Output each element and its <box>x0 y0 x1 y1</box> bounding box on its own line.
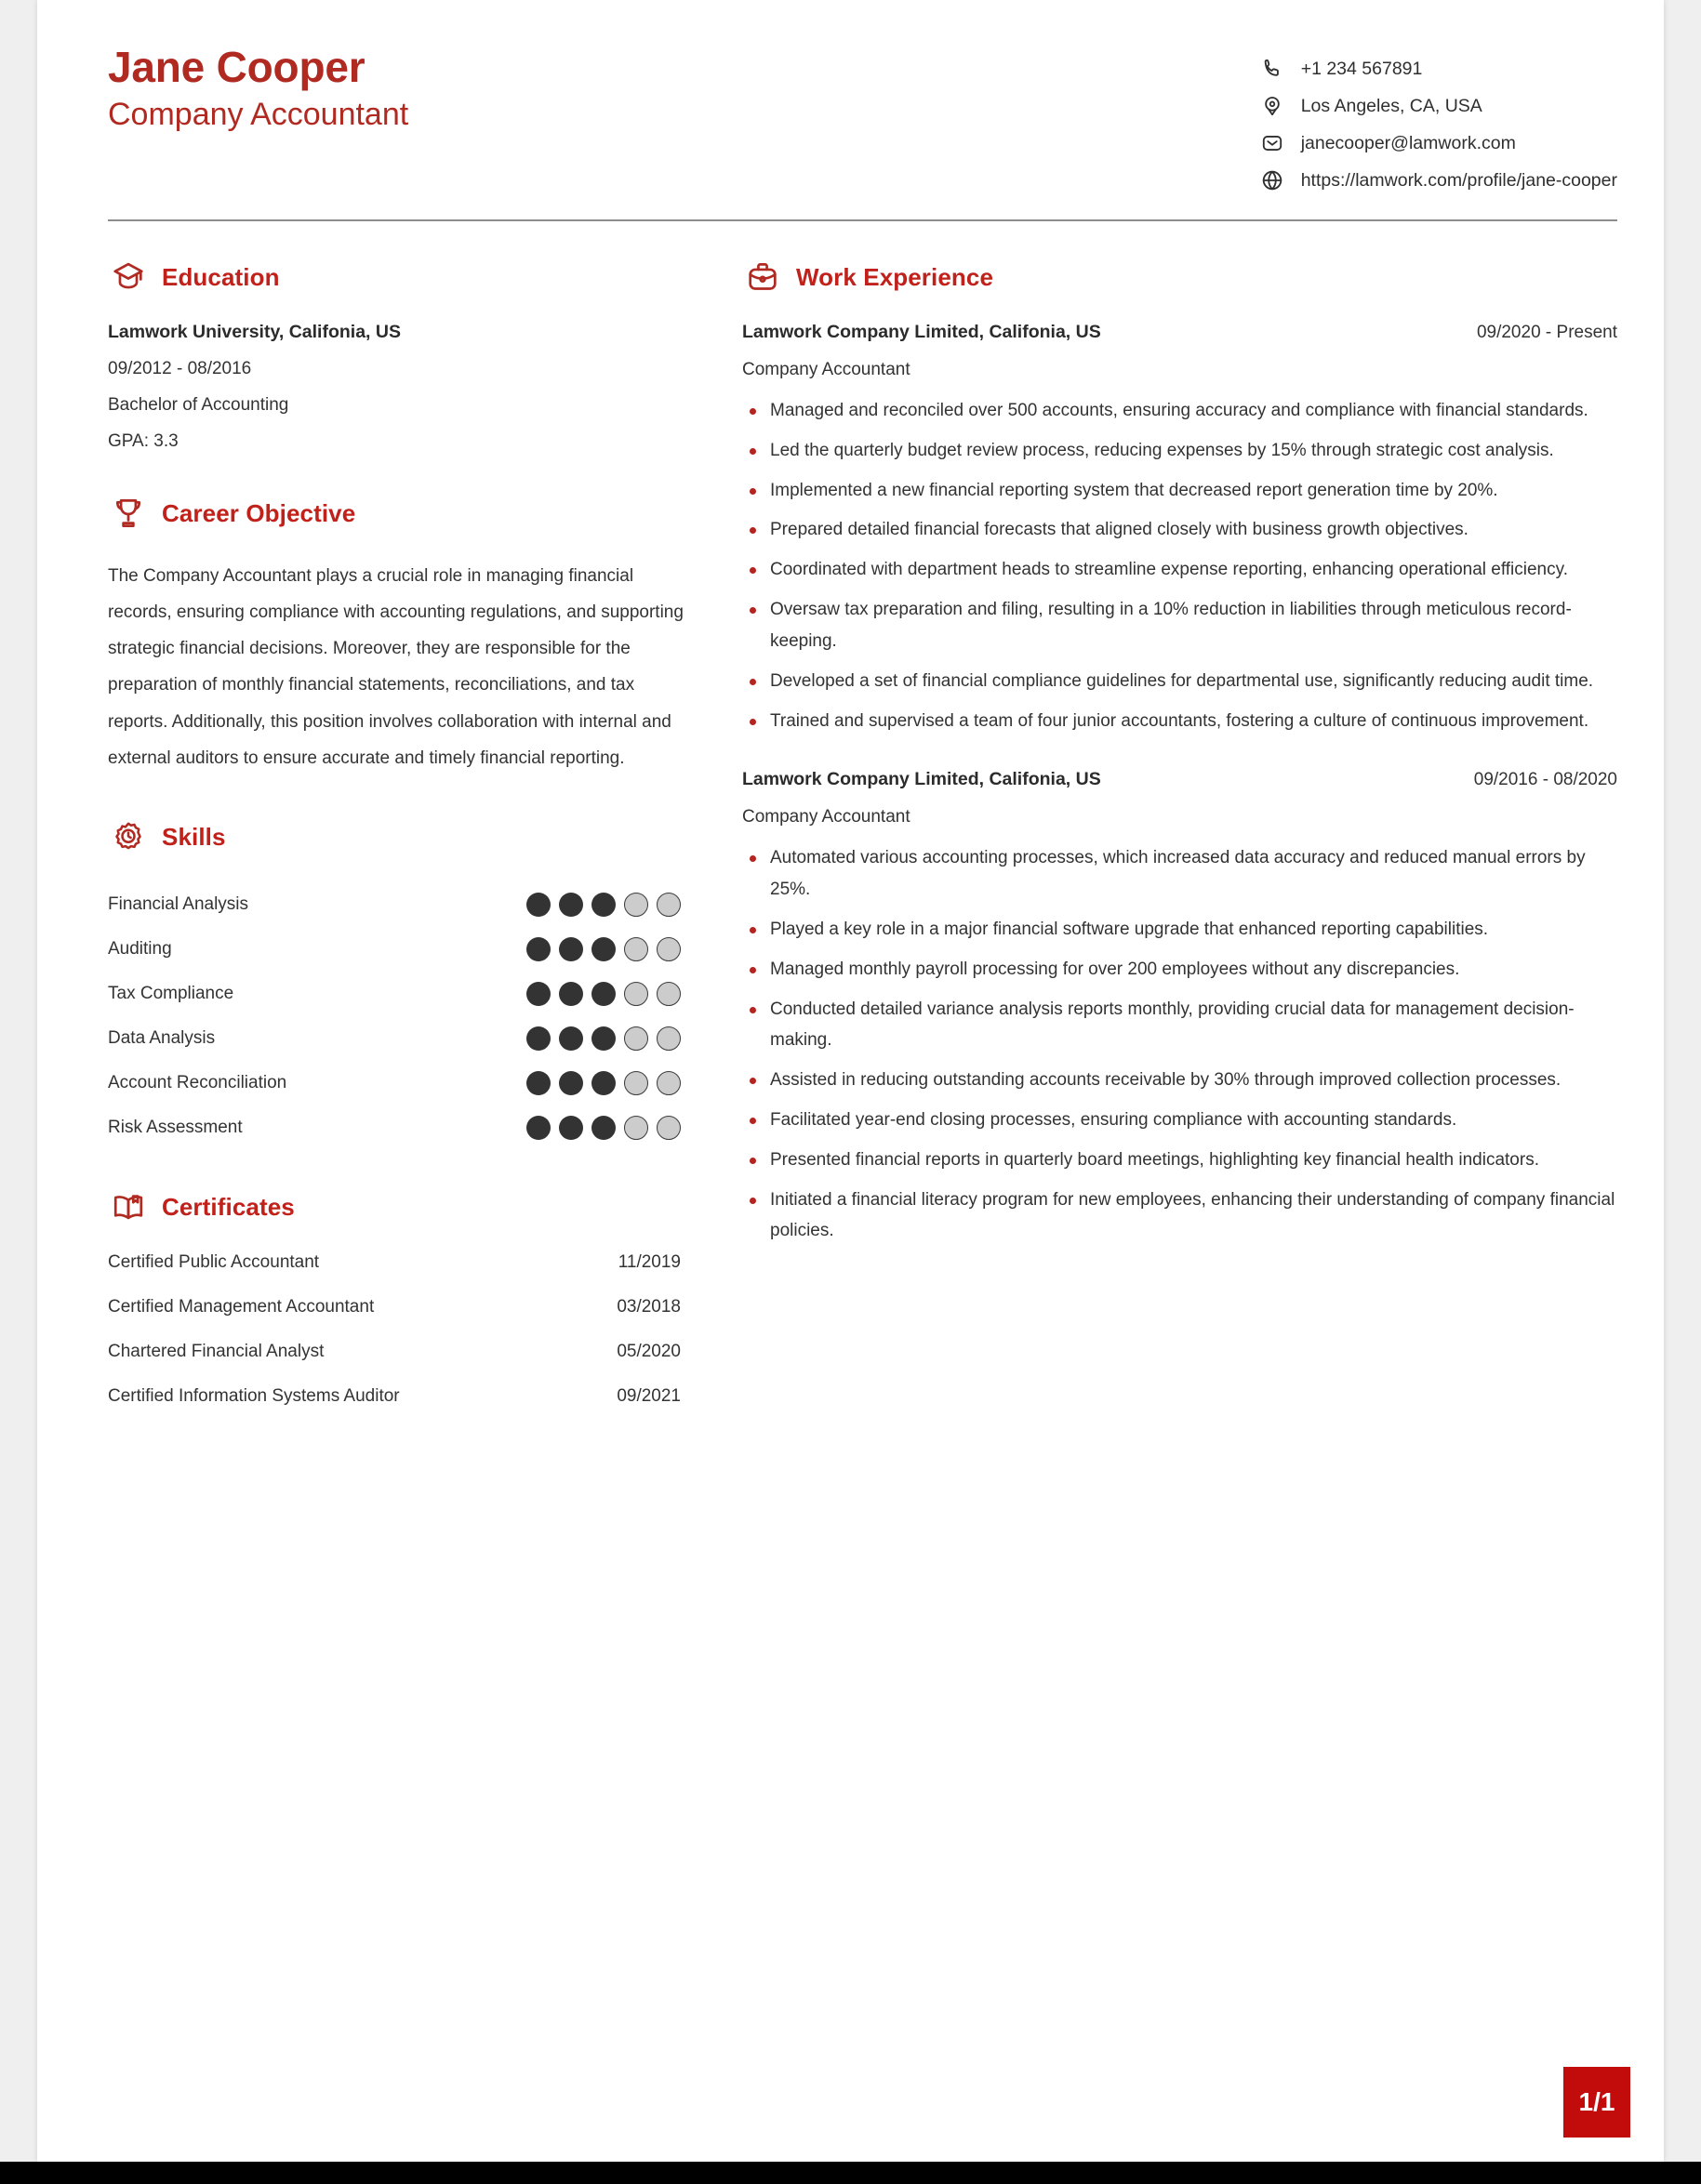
certificate-row <box>108 1297 684 1342</box>
resume-page <box>37 0 1664 2162</box>
work-experience-heading <box>742 257 1617 298</box>
certificate-row <box>108 1342 684 1386</box>
left-column <box>108 221 684 1431</box>
contact-website-value: https://lamwork.com/profile/jane-cooper <box>1300 169 1617 191</box>
education-school: Lamwork University, Califonia, US <box>108 322 401 342</box>
skill-name: Account Reconciliation <box>108 1072 287 1092</box>
section-certificates <box>108 1187 684 1431</box>
contact-item-website[interactable] <box>1258 162 1617 199</box>
gear-clock-icon <box>108 817 149 858</box>
contact-phone-value: +1 234 567891 <box>1300 58 1423 79</box>
skill-name: Auditing <box>108 938 172 959</box>
rating-dot-filled <box>526 893 551 917</box>
rating-dot-filled <box>591 982 616 1006</box>
rating-dot-filled <box>591 893 616 917</box>
rating-dot-filled <box>526 1071 551 1095</box>
rating-dot-filled <box>559 1116 583 1140</box>
certificates-list <box>108 1252 684 1431</box>
briefcase-icon <box>742 257 783 298</box>
skill-name: Risk Assessment <box>108 1117 243 1137</box>
job-bullet: Developed a set of financial compliance guidelines for departmental use, significantly reducing audit time. <box>742 666 1617 697</box>
website-icon <box>1258 166 1286 194</box>
skills-heading <box>108 817 684 858</box>
page-indicator-badge: 1/1 <box>1563 2067 1630 2138</box>
job-company: Lamwork Company Limited, Califonia, US <box>742 322 1101 342</box>
education-heading <box>108 257 684 298</box>
rating-dot-empty <box>657 1071 681 1095</box>
trophy-icon <box>108 493 149 534</box>
rating-dot-empty <box>657 893 681 917</box>
rating-dot-empty <box>624 893 648 917</box>
rating-dot-empty <box>624 982 648 1006</box>
skill-name: Tax Compliance <box>108 983 234 1003</box>
skills-title: Skills <box>162 823 226 852</box>
job-dates: 09/2016 - 08/2020 <box>1473 770 1617 790</box>
section-career-objective <box>108 493 684 776</box>
certificate-name: Chartered Financial Analyst <box>108 1341 325 1361</box>
skill-name: Financial Analysis <box>108 893 249 914</box>
objective-text: The Company Accountant plays a crucial role in managing financial records, ensuring compliance with accounting regulations, and supporting strategic financial decisions. Moreover, they are responsible for the preparation of monthly financial statements, reconciliations, and tax reports. Additionally, this position involves collaboration with internal and external auditors to ensure accurate and timely financial reporting. <box>108 566 684 768</box>
rating-dot-filled <box>591 1116 616 1140</box>
job-dates: 09/2020 - Present <box>1476 323 1617 342</box>
rating-dot-empty <box>624 937 648 961</box>
rating-dot-filled <box>526 937 551 961</box>
location-icon <box>1258 92 1286 120</box>
section-skills <box>108 817 684 1150</box>
right-column <box>684 221 1617 1431</box>
resume-header <box>71 0 1630 199</box>
certificate-row <box>108 1386 684 1431</box>
skill-rating-dots <box>526 982 684 1006</box>
phone-icon <box>1258 55 1286 83</box>
certificate-date: 03/2018 <box>617 1296 681 1317</box>
rating-dot-filled <box>591 1026 616 1051</box>
rating-dot-filled <box>591 937 616 961</box>
job-bullet: Trained and supervised a team of four junior accountants, fostering a culture of continuous improvement. <box>742 706 1617 737</box>
certificate-row <box>108 1252 684 1297</box>
rating-dot-filled <box>559 937 583 961</box>
objective-title: Career Objective <box>162 498 356 527</box>
job-role: Company Accountant <box>742 807 910 827</box>
rating-dot-empty <box>657 1026 681 1051</box>
job-bullet: Automated various accounting processes, which increased data accuracy and reduced manual errors by 25%. <box>742 842 1617 906</box>
skill-row <box>108 882 684 927</box>
work-experience-title: Work Experience <box>796 262 994 291</box>
rating-dot-filled <box>591 1071 616 1095</box>
skill-row <box>108 1105 684 1150</box>
rating-dot-filled <box>559 893 583 917</box>
rating-dot-filled <box>559 1071 583 1095</box>
rating-dot-filled <box>526 1026 551 1051</box>
job-bullet: Facilitated year-end closing processes, ensuring compliance with accounting standards. <box>742 1105 1617 1136</box>
rating-dot-empty <box>624 1026 648 1051</box>
education-gpa: GPA: 3.3 <box>108 431 179 451</box>
job-bullet-list <box>742 395 1617 736</box>
job-header <box>742 322 1617 343</box>
skill-row <box>108 927 684 972</box>
objective-heading <box>108 493 684 534</box>
job-header <box>742 769 1617 790</box>
contact-email-value: janecooper@lamwork.com <box>1300 132 1516 153</box>
job-bullet: Led the quarterly budget review process, reducing expenses by 15% through strategic cost analysis. <box>742 435 1617 467</box>
rating-dot-filled <box>559 982 583 1006</box>
resume-columns <box>71 221 1630 1431</box>
job-entry <box>742 769 1617 1247</box>
section-education <box>108 257 684 452</box>
job-company: Lamwork Company Limited, Califonia, US <box>742 769 1101 790</box>
skill-rating-dots <box>526 937 684 961</box>
rating-dot-empty <box>657 982 681 1006</box>
job-bullet: Managed and reconciled over 500 accounts, ensuring accuracy and compliance with financial standards. <box>742 395 1617 427</box>
job-bullet-list <box>742 842 1617 1247</box>
email-icon <box>1258 129 1286 157</box>
certificate-name: Certified Public Accountant <box>108 1251 320 1272</box>
skill-rating-dots <box>526 1071 684 1095</box>
rating-dot-empty <box>657 937 681 961</box>
certificate-date: 11/2019 <box>618 1251 681 1272</box>
rating-dot-filled <box>526 1116 551 1140</box>
skill-name: Data Analysis <box>108 1027 216 1048</box>
job-entry <box>742 322 1617 736</box>
contact-item-location[interactable] <box>1258 87 1617 125</box>
skill-rating-dots <box>526 893 684 917</box>
education-title: Education <box>162 262 280 291</box>
job-bullet: Prepared detailed financial forecasts that aligned closely with business growth objectives. <box>742 514 1617 546</box>
job-bullet: Played a key role in a major financial software upgrade that enhanced reporting capabilities. <box>742 914 1617 946</box>
certificates-heading <box>108 1187 684 1228</box>
viewport-bottom-bar <box>0 2162 1701 2184</box>
rating-dot-filled <box>526 982 551 1006</box>
contact-item-email[interactable] <box>1258 125 1617 162</box>
contact-item-phone[interactable] <box>1258 50 1617 87</box>
certificate-date: 09/2021 <box>617 1385 681 1406</box>
job-role: Company Accountant <box>742 360 910 379</box>
certificate-name: Certified Management Accountant <box>108 1296 375 1317</box>
rating-dot-empty <box>624 1071 648 1095</box>
education-degree: Bachelor of Accounting <box>108 395 289 415</box>
contact-location-value: Los Angeles, CA, USA <box>1300 95 1482 116</box>
skills-list <box>108 882 684 1150</box>
section-work-experience <box>742 257 1617 1247</box>
skill-row <box>108 972 684 1016</box>
certificates-title: Certificates <box>162 1193 295 1222</box>
job-bullet: Managed monthly payroll processing for over 200 employees without any discrepancies. <box>742 954 1617 986</box>
education-dates: 09/2012 - 08/2016 <box>108 359 252 378</box>
job-bullet: Presented financial reports in quarterly board meetings, highlighting key financial health indicators. <box>742 1145 1617 1176</box>
rating-dot-empty <box>657 1116 681 1140</box>
certificate-date: 05/2020 <box>617 1341 681 1361</box>
skill-rating-dots <box>526 1026 684 1051</box>
skill-row <box>108 1016 684 1061</box>
contact-list <box>1258 41 1630 199</box>
certificate-name: Certified Information Systems Auditor <box>108 1385 400 1406</box>
job-bullet: Initiated a financial literacy program for new employees, enhancing their understanding of company financial policies. <box>742 1185 1617 1248</box>
graduation-cap-icon <box>108 257 149 298</box>
job-bullet: Implemented a new financial reporting system that decreased report generation time by 20%. <box>742 475 1617 507</box>
rating-dot-filled <box>559 1026 583 1051</box>
identity-block <box>71 41 408 134</box>
page-title: Jane Cooper <box>108 43 365 91</box>
job-bullet: Coordinated with department heads to streamline expense reporting, enhancing operational efficiency. <box>742 554 1617 586</box>
rating-dot-empty <box>624 1116 648 1140</box>
job-bullet: Conducted detailed variance analysis reports monthly, providing crucial data for management decision-making. <box>742 994 1617 1057</box>
skill-row <box>108 1061 684 1105</box>
job-title-subtitle: Company Accountant <box>108 96 409 132</box>
job-bullet: Assisted in reducing outstanding accounts receivable by 30% through improved collection processes. <box>742 1065 1617 1096</box>
skill-rating-dots <box>526 1116 684 1140</box>
open-book-icon <box>108 1187 149 1228</box>
job-bullet: Oversaw tax preparation and filing, resulting in a 10% reduction in liabilities through meticulous record-keeping. <box>742 594 1617 657</box>
